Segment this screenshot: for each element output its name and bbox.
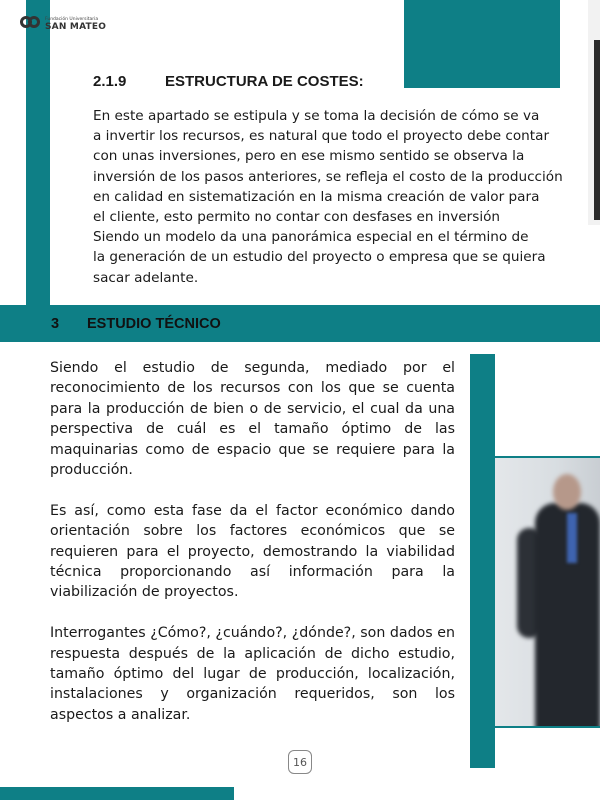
logo-icon — [20, 14, 42, 36]
university-logo — [20, 14, 106, 36]
right-accent-column — [470, 354, 495, 768]
subsection-line: la generación de un estudio del proyecto o empresa que se quiera — [93, 249, 546, 266]
left-accent-bar — [26, 0, 50, 305]
subsection-line: En este apartado se estipula y se toma la decisión de cómo se va — [93, 108, 540, 124]
body-paragraph: Es así, como esta fase da el factor económico dando orientación sobre los factores económicos que se requieren para el proyecto, demostrando la viabilidad técnica proporcionando así información para la viabilización de proyectos. — [50, 502, 455, 601]
body-paragraph: Interrogantes ¿Cómo?, ¿cuándo?, ¿dónde?, son dados en respuesta después de la aplicación de dicho estudio, tamaño óptimo del lugar de producción, localización, instalaciones y organización requeridos, son los aspectos a analizar. — [50, 625, 455, 723]
top-right-photo-edge — [588, 0, 600, 225]
subsection-line: el cliente, esto permito no contar con desfases en inversión — [93, 209, 501, 226]
subsection-line: a invertir los recursos, es natural que todo el proyecto debe contar — [93, 128, 550, 145]
subsection-line: en calidad en sistematización en la misma creación de valor para — [93, 188, 540, 205]
subsection-heading — [93, 73, 364, 90]
body-paragraph: Siendo el estudio de segunda, mediado por el reconocimiento de los recursos con los que se cuenta para la producción de bien o de servicio, el cual da una perspectiva de cuál es el tamaño óptimo de las maquinarias como de espacio que se requiere para la producción. — [50, 360, 455, 479]
logo-line2: SAN MATEO — [45, 21, 107, 32]
top-right-accent-block — [404, 0, 560, 88]
subsection-body — [93, 106, 570, 288]
section-body — [50, 358, 455, 746]
section-heading — [51, 316, 221, 332]
page-number: 16 — [288, 750, 312, 774]
section-title: ESTUDIO TÉCNICO — [87, 316, 221, 332]
subsection-line: con unas inversiones, pero en ese mismo sentido se observa la — [93, 148, 525, 165]
businessman-photo — [495, 456, 600, 728]
subsection-line: Siendo un modelo da una panorámica especial en el término de — [93, 229, 529, 246]
subsection-title: ESTRUCTURA DE COSTES: — [165, 73, 364, 90]
section-number: 3 — [51, 316, 60, 332]
subsection-number: 2.1.9 — [93, 73, 127, 90]
subsection-line: sacar adelante. — [93, 269, 199, 286]
bottom-accent-bar — [0, 787, 234, 800]
subsection-line: inversión de los pasos anteriores, se refleja el costo de la producción — [93, 168, 563, 185]
logo-line1: Fundación Universitaria — [45, 17, 99, 23]
